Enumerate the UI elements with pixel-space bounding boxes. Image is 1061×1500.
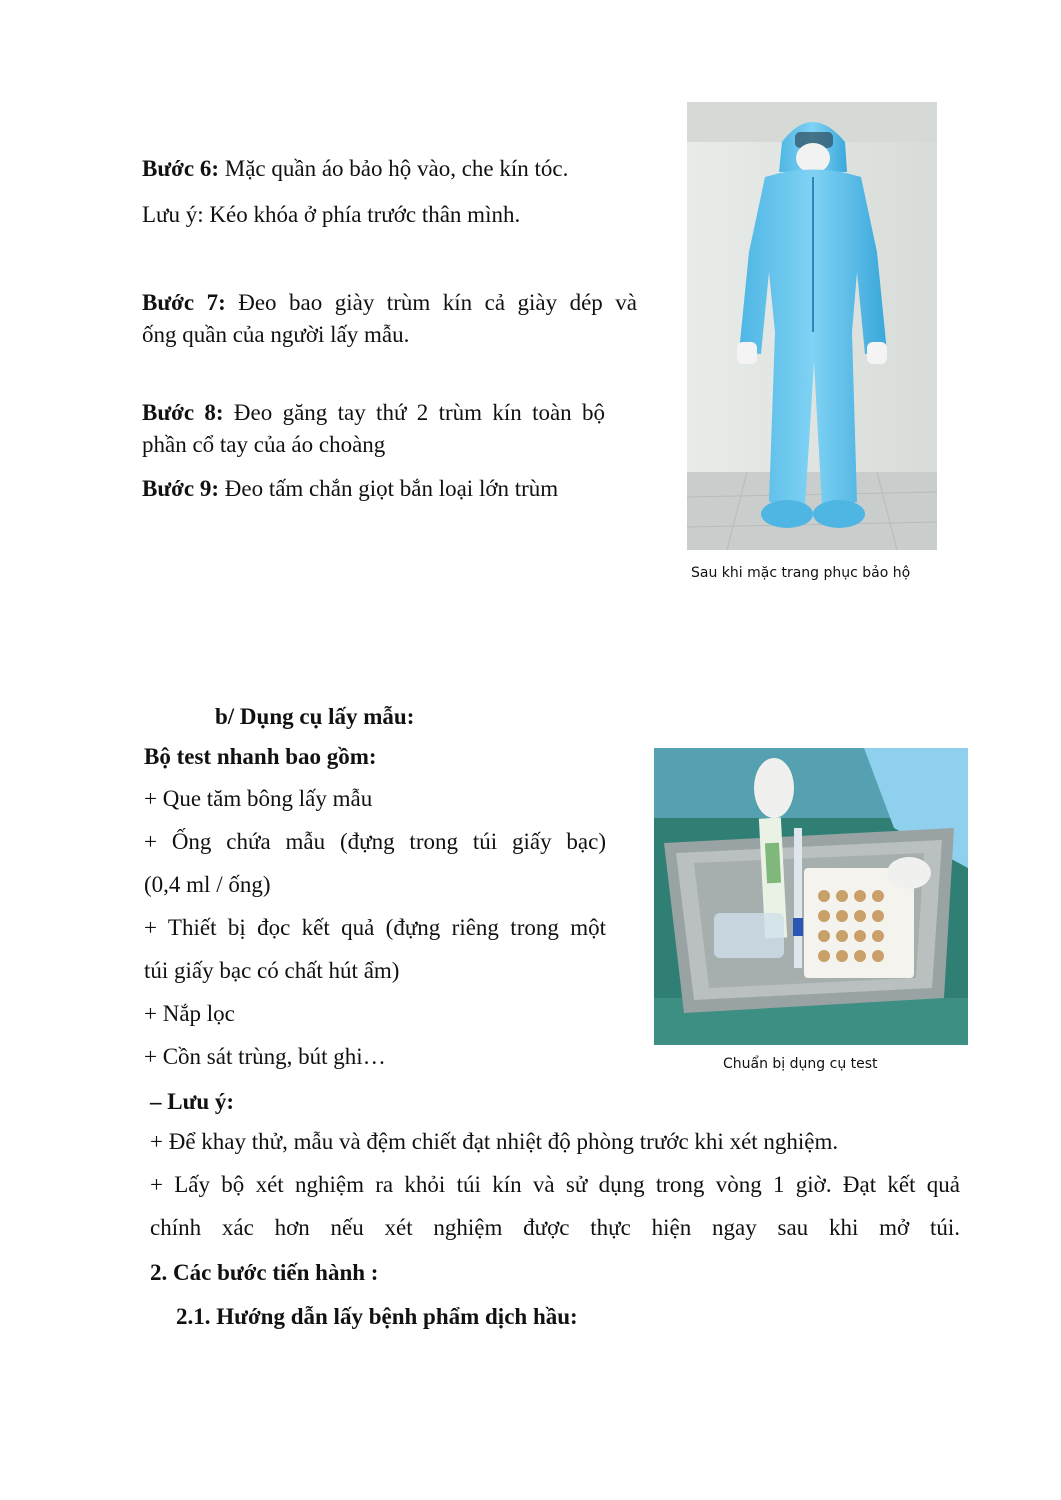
figure-1-caption: Sau khi mặc trang phục bảo hộ [691, 565, 911, 581]
section-2-1-heading: 2.1. Hướng dẫn lấy bệnh phẩm dịch hầu: [176, 1304, 578, 1329]
kit-heading: Bộ test nhanh bao gồm: [144, 744, 377, 769]
figure-2-caption: Chuẩn bị dụng cụ test [723, 1056, 878, 1072]
note-1: + Để khay thử, mẫu và đệm chiết đạt nhiệt độ phòng trước khi xét nghiệm. [150, 1129, 839, 1154]
protective-suit-photo [687, 102, 937, 550]
step-8-text: Đeo găng tay thứ 2 trùm kín toàn bộ [223, 400, 605, 425]
step-6 [142, 154, 568, 184]
step-9-label: Bước 9: [142, 476, 219, 501]
test-kit-photo [654, 748, 968, 1045]
kit-item-1: + Que tăm bông lấy mẫu [144, 786, 373, 811]
step-9-text: Đeo tấm chắn giọt bắn loại lớn trùm [219, 476, 559, 501]
kit-item-5: + Cồn sát trùng, bút ghi… [144, 1044, 386, 1069]
step-6-label: Bước 6: [142, 156, 219, 181]
notes-heading: – Lưu ý: [150, 1089, 235, 1114]
section-2-heading: 2. Các bước tiến hành : [150, 1260, 379, 1285]
note-2-line2: chính xác hơn nếu xét nghiệm được thực hiện ngay sau khi mở túi. [150, 1215, 960, 1240]
step-6-note: Lưu ý: Kéo khóa ở phía trước thân mình. [142, 202, 521, 227]
note-2-line1: + Lấy bộ xét nghiệm ra khỏi túi kín và sử dụng trong vòng 1 giờ. Đạt kết quả [150, 1172, 960, 1197]
kit-item-2-line2: (0,4 ml / ống) [144, 872, 271, 897]
step-7-line1 [142, 288, 637, 318]
step-7-label: Bước 7: [142, 290, 226, 315]
kit-item-3-line2: túi giấy bạc có chất hút ẩm) [144, 958, 400, 983]
section-b-heading: b/ Dụng cụ lấy mẫu: [215, 704, 415, 729]
step-7-text: Đeo bao giày trùm kín cả giày dép và [225, 290, 637, 315]
step-7-line2: ống quần của người lấy mẫu. [142, 322, 410, 347]
kit-item-2-line1: + Ống chứa mẫu (đựng trong túi giấy bạc) [144, 829, 606, 854]
step-8-label: Bước 8: [142, 400, 224, 425]
step-8-line2: phần cổ tay của áo choàng [142, 432, 386, 457]
step-6-text: Mặc quần áo bảo hộ vào, che kín tóc. [219, 156, 569, 181]
step-8-line1 [142, 398, 605, 428]
kit-item-3-line1: + Thiết bị đọc kết quả (đựng riêng trong một [144, 915, 606, 940]
kit-item-4: + Nắp lọc [144, 1001, 235, 1026]
step-9 [142, 474, 558, 504]
